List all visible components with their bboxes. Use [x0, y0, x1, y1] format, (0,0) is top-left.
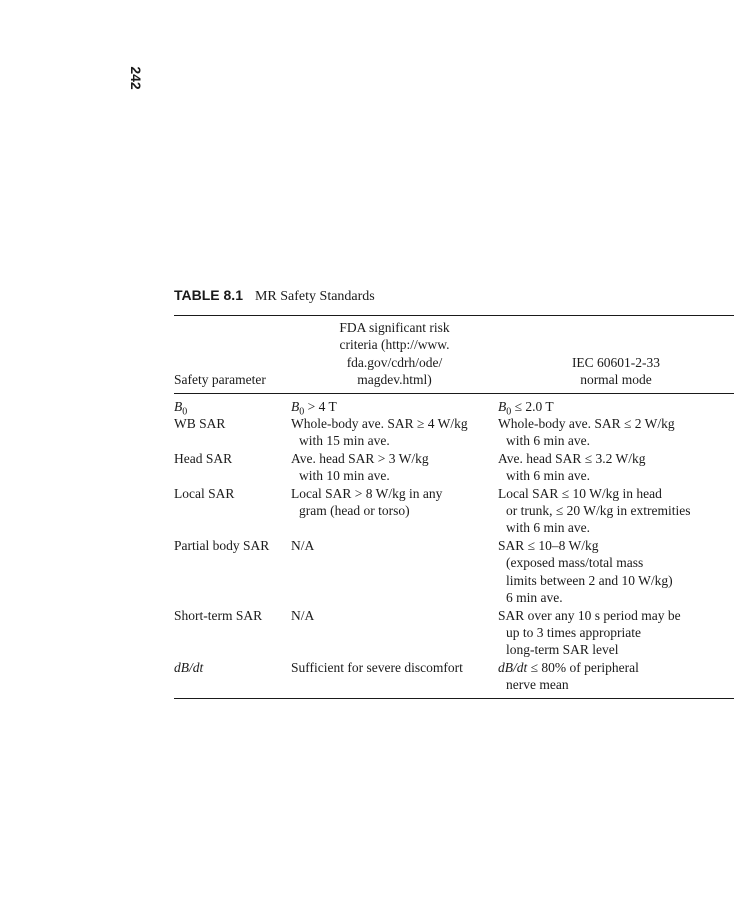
- iec-cell: dB/dt ≤ 80% of peripheral nerve mean: [498, 659, 639, 693]
- fda-cell: Local SAR > 8 W/kg in any gram (head or torso): [291, 485, 443, 519]
- iec-cell: Whole-body ave. SAR ≤ 2 W/kg with 6 min ave.: [498, 416, 675, 449]
- header-iec-line: IEC 60601-2-33: [571, 354, 661, 370]
- header-iec-normal-mode: [498, 316, 734, 393]
- param-cell: $B_0$: [174, 398, 188, 418]
- header-fda-line: criteria (http://www.: [339, 337, 450, 353]
- param-cell: dB/dt: [174, 659, 204, 675]
- param-cell: WB SAR: [174, 416, 226, 432]
- table-row: [174, 415, 734, 450]
- table-row: [174, 659, 734, 698]
- iec-cell: $B_0 \le 2.0$ T: [498, 398, 554, 418]
- header-fda-criteria: [291, 316, 498, 393]
- table-caption-title: MR Safety Standards: [254, 289, 375, 304]
- table-row: [174, 394, 734, 415]
- iec-cell: Local SAR ≤ 10 W/kg in head or trunk, ≤ 20 W/kg in extremities with 6 min ave.: [498, 485, 691, 536]
- fda-cell: N/A: [291, 607, 315, 623]
- table-bottom-rule: [174, 698, 734, 699]
- table-caption-label: TABLE 8.1: [174, 287, 243, 303]
- table-row: [174, 450, 734, 485]
- mr-safety-table: [174, 286, 691, 699]
- fda-cell: Whole-body ave. SAR ≥ 4 W/kg with 15 min ave.: [291, 416, 468, 449]
- fda-cell: $B_0 > 4$ T: [291, 398, 337, 418]
- table-row: [174, 485, 734, 537]
- header-fda-line: magdev.html): [357, 372, 432, 388]
- header-fda-line: FDA significant risk: [339, 320, 450, 335]
- iec-cell: SAR ≤ 10–8 W/kg (exposed mass/total mass limits between 2 and 10 W/kg) 6 min ave.: [498, 537, 673, 606]
- table-row: [174, 607, 734, 659]
- param-cell: Partial body SAR: [174, 537, 270, 553]
- fda-cell: N/A: [291, 537, 315, 553]
- safety-standards-table: [174, 316, 734, 698]
- header-safety-parameter: Safety parameter: [174, 372, 266, 388]
- header-iec-line: normal mode: [580, 372, 652, 388]
- fda-cell: Ave. head SAR > 3 W/kg with 10 min ave.: [291, 450, 429, 484]
- iec-cell: SAR over any 10 s period may be up to 3 times appropriate long-term SAR level: [498, 607, 681, 658]
- table-header-row: [174, 316, 734, 393]
- param-cell: Short-term SAR: [174, 607, 263, 623]
- fda-cell: Sufficient for severe discomfort: [291, 659, 463, 675]
- table-caption: [174, 286, 670, 306]
- page-number: 242: [128, 66, 144, 90]
- param-cell: Local SAR: [174, 485, 235, 501]
- table-row: [174, 537, 734, 607]
- param-cell: Head SAR: [174, 450, 233, 466]
- iec-cell: Ave. head SAR ≤ 3.2 W/kg with 6 min ave.: [498, 450, 646, 484]
- header-fda-line: fda.gov/cdrh/ode/: [346, 354, 443, 370]
